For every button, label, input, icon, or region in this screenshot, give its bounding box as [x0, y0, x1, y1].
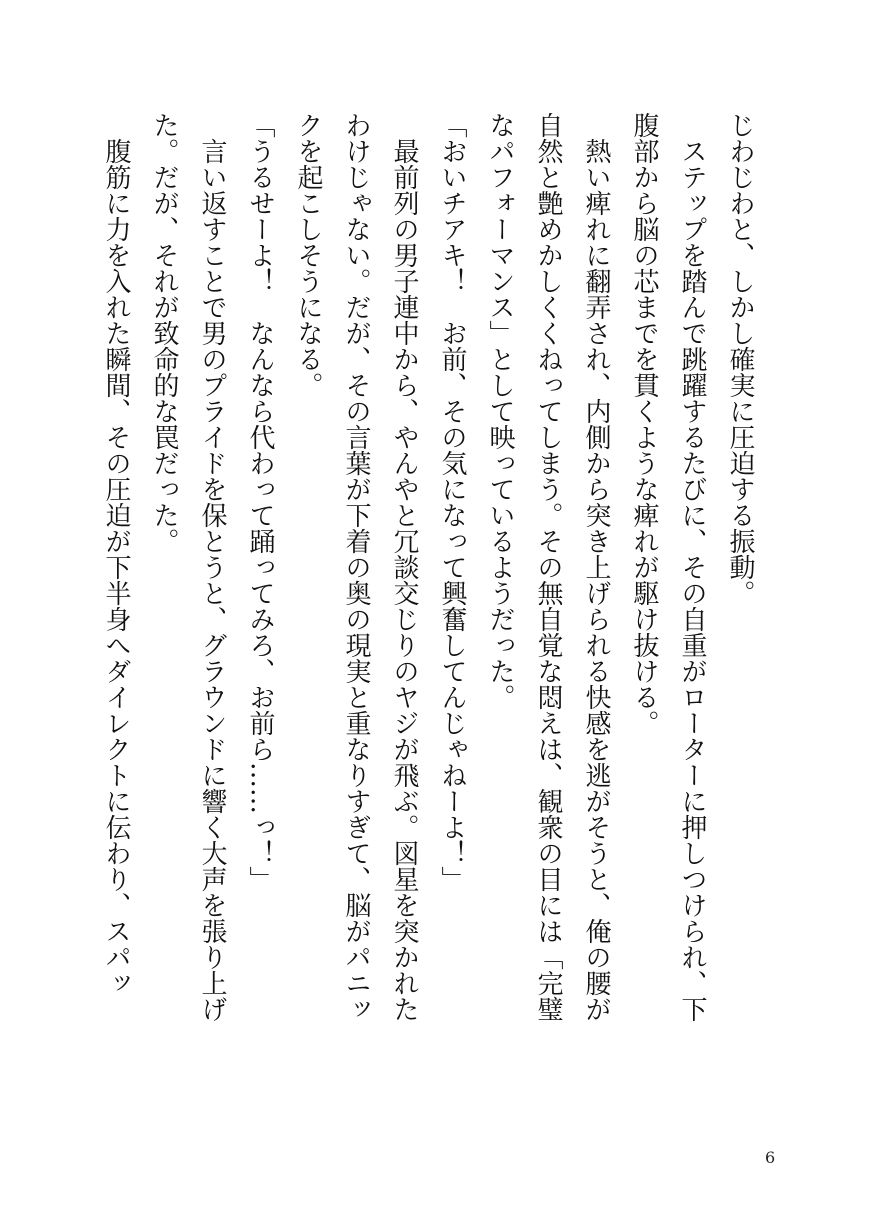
paragraph: 腹筋に力を入れた瞬間、その圧迫が下半身へダイレクトに伝わり、スパッ: [101, 138, 131, 996]
paragraph: 言い返すことで男のプライドを保とうと、グラウンドに響く大声を張り上げた。だが、それが致命的な罠だった。: [149, 112, 227, 1022]
paragraph: じわじわと、しかし確実に圧迫する振動。: [725, 112, 755, 606]
body-text: [92, 112, 764, 1032]
paragraph: 熱い痺れに翻弄され、内側から突き上げられる快感を逃がそうと、俺の腰が自然と艶めかしくくねってしまう。その無自覚な悶えは、観衆の目には「完璧なパフォーマンス」として映っているようだった。: [485, 112, 611, 1022]
paragraph: 最前列の男子連中から、やんやと冗談交じりのヤジが飛ぶ。図星を突かれたわけじゃない。だが、その言葉が下着の奥の現実と重なりすぎて、脳がパニックを起こしそうになる。: [293, 112, 419, 1022]
dialogue: 「うるせーよ！ なんなら代わって踊ってみろ、お前ら……っ！」: [245, 112, 275, 892]
dialogue: 「おいチアキ！ お前、その気になって興奮してんじゃねーよ！」: [437, 112, 467, 892]
page-number: 6: [765, 1148, 776, 1167]
paragraph: ステップを踏んで跳躍するたびに、その自重がローターに押しつけられ、下腹部から脳の芯までを貫くような痺れが駆け抜ける。: [629, 112, 707, 1022]
